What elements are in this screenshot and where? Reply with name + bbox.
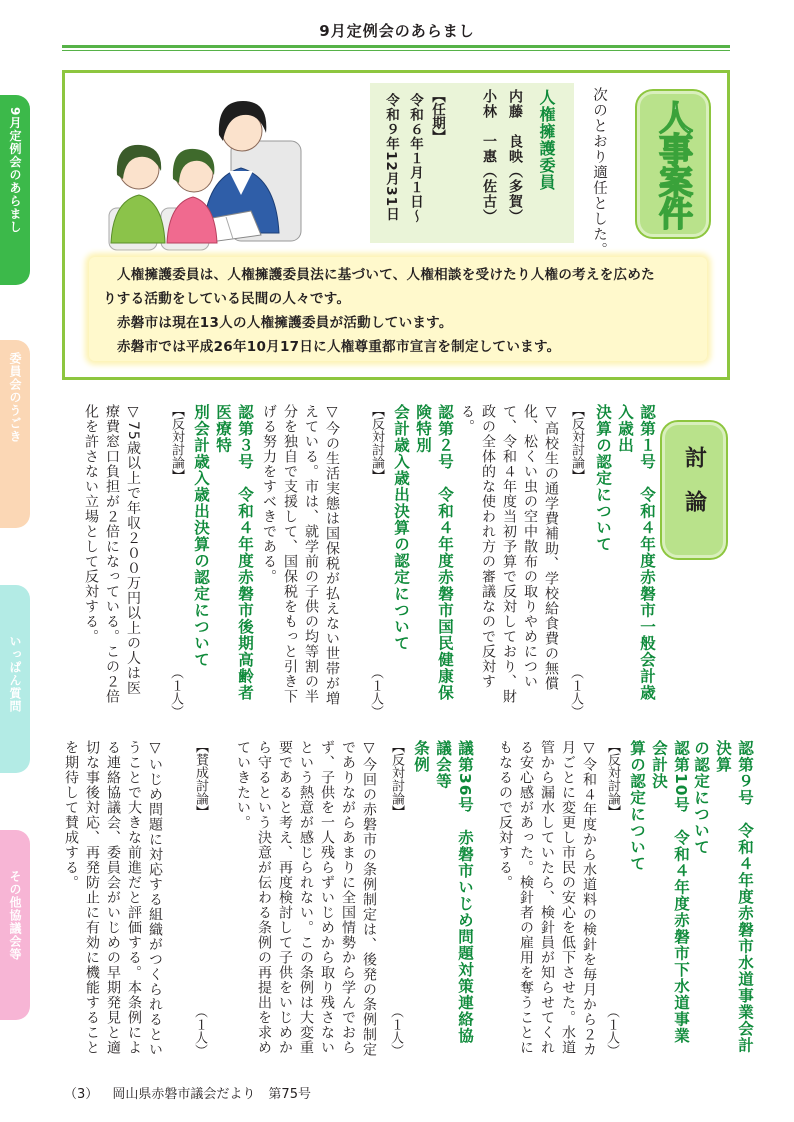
member-2: 小林 一惠（佐古） [481,89,497,224]
item-nin2-text: ▽今の生活実態は国保税が払えない世帯が増えている。市は、就学前の子供の均等割の半分を独自で支援して、国保税をもっと引き下げる努力をすべきである。 [261,404,340,706]
page-header-title: 9月定例会のあらまし [319,22,475,40]
item-gi36-text: ▽今回の赤磐市の条例制定は、後発の条例制定でありながらあまりに全国情勢から学んでおらず、子供を一人残らずいじめから取り残さないという熱意が感じられない。この条例は大変重要であると考え、再度検討して子供をいじめから守るという決意が伝わる条例の再提出を求めていきたい。 [235,740,377,1057]
member-1: 内藤 良映（多賀） [507,89,523,224]
note-line-1: 人権擁護委員は、人権擁護委員法に基づいて、人権相談を受けたり人権の考えを広めた [117,267,655,283]
footer-publication: 岡山県赤磐市議会だより 第75号 [112,1087,311,1102]
item-gi36-count: （１人） [388,1005,403,1057]
item-gi36-support-text: ▽いじめ問題に対応する組織がつくられるということで大きな前進だと評価する。本条例による連絡協議会、委員会がいじめの早期発見と適切な事後対応、再発防止に有効に機能することを期待して賛成する。 [63,740,163,1057]
item-nin10-text: ▽令和４年度から水道料の検針を毎月から２カ月ごとに変更し市民の安心を低下させた。水道管から漏水していたら、検針員が知らせてくれる安心感があった。検針者の雇用を奪うことにもなるので反対する。 [497,740,597,1057]
committee-title: 人権擁護委員 [537,89,556,191]
jinji-badge: 人事案件 [637,91,709,237]
item-nin2-type: 【反対討論】 [369,404,384,482]
item-nin1-text: ▽高校生の通学費補助、学校給食費の無償化、松くい虫の空中散布の取りやめについて、令和４年度当初予算で反対しており、財政の全体的な使われ方の審議なので反対する。 [459,404,559,704]
note-line-2: りする活動をしている民間の人々です。 [103,291,351,307]
item-nin3-type: 【反対討論】 [169,404,184,482]
item-nin3-count: （１人） [168,666,183,718]
item-nin3-text: ▽75歳以上で年収２００万円以上の人は医療費窓口負担が２倍になっている。この２倍化を許さない立場として反対する。 [83,404,141,704]
item-nin10-type: 【反対討論】 [605,740,620,818]
footer [64,1083,311,1102]
note-line-3: 赤磐市は現在13人の人権擁護委員が活動しています。 [117,315,453,331]
term-label: 【任期】 [429,89,445,143]
term-end: 令和９年12月31日 [383,93,399,222]
item-nin1-count: （１人） [568,666,583,718]
header-rule-thin [62,50,730,51]
item-nin3-heading: 認第３号 令和４年度赤磐市後期高齢者医療特 別会計歳入歳出決算の認定について [192,404,254,701]
meeting-illustration [101,83,311,253]
side-tab-sonota[interactable]: その他協議会等 [0,830,30,1020]
item-nin2-heading: 認第２号 令和４年度赤磐市国民健康保険特別 会計歳入歳出決算の認定について [392,404,454,701]
item-nin10-heading: 認第10号 令和４年度赤磐市下水道事業会計決 算の認定について [628,740,690,1045]
toron-badge: 討論 [662,422,726,558]
item-gi36-support-type: 【賛成討論】 [193,740,208,818]
jinji-section-box [62,70,730,380]
note-line-4: 赤磐市では平成26年10月17日に人権尊重都市宣言を制定しています。 [117,339,561,355]
item-nin1-type: 【反対討論】 [569,404,584,482]
item-gi36-support-count: （１人） [192,1005,207,1057]
footer-page-number: （3） [64,1087,99,1102]
jinji-intro: 次のとおり適任とした。 [591,87,607,258]
item-nin9-heading: 認第９号 令和４年度赤磐市水道事業会計決算 の認定について [692,740,754,1054]
item-nin2-count: （１人） [368,666,383,718]
side-tab-teireikai[interactable]: 9月定例会のあらまし [0,95,30,285]
term-start: 令和６年１月１日～ [407,93,423,224]
header-rule [62,45,730,48]
side-tab-iinkai[interactable]: 委員会のうごき [0,340,30,528]
side-tab-ippan-shitsumon[interactable]: いっぱん質問 [0,585,30,773]
jinji-note [89,257,707,361]
item-gi36-heading: 議第36号 赤磐市いじめ問題対策連絡協議会等 条例 [412,740,474,1045]
item-nin1-heading: 認第１号 令和４年度赤磐市一般会計歳入歳出 決算の認定について [594,404,656,701]
item-nin10-count: （１人） [604,1005,619,1057]
item-gi36-type: 【反対討論】 [389,740,404,818]
